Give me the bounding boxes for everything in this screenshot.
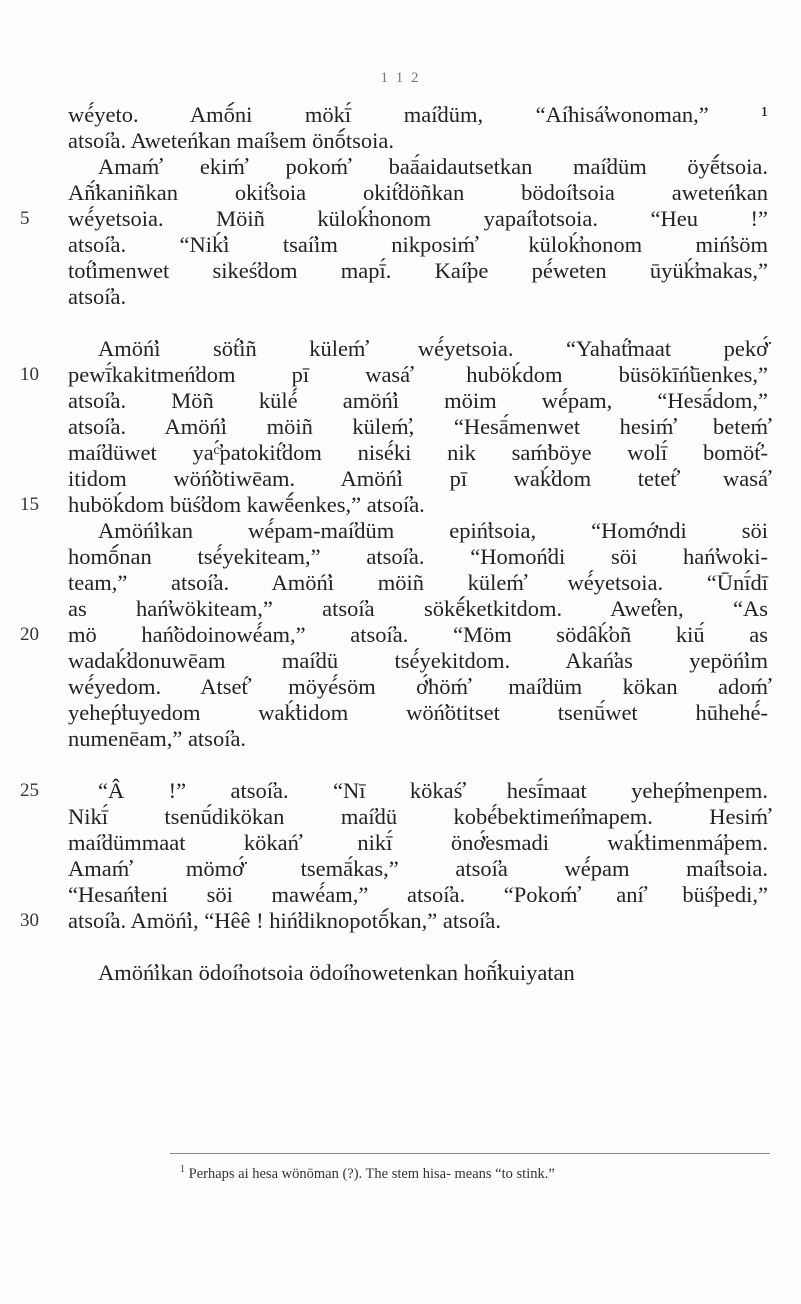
text-line: pewī́kakitmeń̛dom pī wasá̛ huböḱdom büsökīń̛ūenkes,” (68, 362, 768, 387)
page-number: 1 1 2 (380, 70, 421, 86)
text-line: as hań̛wökiteam,” atsoí̛a sökḗ́ketkitdom. Awet̛́en, “As (68, 596, 768, 621)
text-line: homṓ́nan tsé́yekiteam,” atsoí̛a. “Homoń̛di söi hań̛woki- (68, 544, 768, 569)
text-line: Añ̛́kaniñkan okit̛́soia okit̛́döñkan bödoí̛tsoia aweteń̛kan (68, 180, 768, 205)
line-number: 10 (20, 364, 39, 385)
text-line: yeheṕ̛tuyedom waḱ̛tidom wöń̛ötitset tsenū́wet hūhehé́- (68, 700, 768, 725)
text-line: wé́yeto. Amṓ́ni mökī́ maí̛düm, “Aí̛hisá̛wonoman,” ¹ (68, 102, 768, 127)
text-line: huböḱdom büś̛dom kawḗ́enkes,” atsoí̛a. (68, 492, 425, 517)
text-line: atsoí̛a. “Niḱ̛i tsaí̛im nikposiḿ̛ küloḱ̛nonom miń̛söm (68, 232, 768, 257)
text-line: Amöń̛ikan ödoí̛notsoia ödoí̛nowetenkan hoñ̛́kuiyatan (98, 960, 575, 985)
line-number: 15 (20, 494, 39, 515)
text-line: atsoí̛a. Möñ külé́ amöń̛i möim wé́pam, “Hesā́dom,” (68, 388, 768, 413)
text-line: Nikī́ tsenū́dikökan maí̛dü kobé́bektimeń̛mapem. Hesiḿ̛ (68, 804, 768, 829)
footnote-text: Perhaps ai hesa wönōman (?). The stem hisa- means “to stink.” (188, 1165, 555, 1182)
text-line: maí̛düwet yaᶜ̛́patokit̛́dom nisé́ki nik saḿ̛böye wolī́ bomöt̛́- (68, 440, 768, 465)
text-line: team,” atsoí̛a. Amöń̛i möiñ küleḿ̛ wé́yetsoia. “Ūnī́dī (68, 570, 768, 595)
text-line: Amöń̛i söt̛́iñ küleḿ̛ wé́yetsoia. “Yahat̛́maat pekơ̈́ (98, 336, 768, 361)
footnote-rule (170, 1153, 770, 1154)
text-line: Amaḿ̛ mömơ̈́ tsemā́kas,” atsoí̛a wé́pam maí̛tsoia. (68, 856, 768, 881)
text-line: wadaḱ̛donuwēam maí̛dü tsé́yekitdom. Akań̛as yepöń̛im (68, 648, 768, 673)
line-number: 20 (20, 624, 39, 645)
text-line: atsoí̛a. (68, 284, 127, 309)
text-line: wé́yetsoia. Möiñ küloḱ̛nonom yapaí̛totsoia. “Heu !” (68, 206, 768, 231)
text-line: itidom wöń̛ötiwēam. Amöń̛i pī waḱ̛dom tetet̛́ wasá̛ (68, 466, 768, 491)
text-line: numenēam,” atsoí̛a. (68, 726, 247, 751)
footnote (180, 1160, 770, 1184)
footnote-marker: 1 (180, 1164, 185, 1175)
text-line: wé́yedom. Atset̛́ möyé́söm ơ̈́höḿ̛ maí̛düm kökan adoḿ̛ (68, 674, 768, 699)
text-line: “Â !” atsoí̛a. “Nī kökaś̛ hesī́maat yeheṕ̛menpem. (98, 778, 768, 803)
line-number: 30 (20, 910, 39, 931)
text-line: atsoí̛a. Amöń̛i möiñ küleḿ̛, “Hesā́menwet hesiḿ̛ beteḿ̛ (68, 414, 768, 439)
text-line: maí̛dümmaat kökań̛ nikī́ önơ̈́esmadi waḱ̛timenmá̛pem. (68, 830, 768, 855)
text-line: Amöń̛ikan wé́pam-maí̛düm epiń̛tsoia, “Homớndi söi (98, 518, 768, 543)
text-line: atsoí̛a. Aweteń̛kan maí̛sem önṓ́tsoia. (68, 128, 394, 153)
line-number: 25 (20, 780, 39, 801)
text-line: mö hań̛ödoinowé́am,” atsoí̛a. “Möm södâḱ̛oñ kiū́ as (68, 622, 768, 647)
text-line: tot̛́imenwet sikeś̛dom mapī́. Kaí̛pe pé́weten ūyüḱ̛makas,” (68, 258, 768, 283)
text-line: “Hesań̛teni söi mawé́am,” atsoí̛a. “Pokoḿ̛ aní̛ büś̛pedi,” (68, 882, 768, 907)
text-line: atsoí̛a. Amöń̛i, “Hêê ! hiń̛diknopotṓ́kan,” atsoí̛a. (68, 908, 502, 933)
text-line: Amaḿ̛ ekiḿ̛ pokoḿ̛ baā́aidautsetkan maí̛düm öyḗ́tsoia. (98, 154, 768, 179)
line-number: 5 (20, 208, 30, 229)
